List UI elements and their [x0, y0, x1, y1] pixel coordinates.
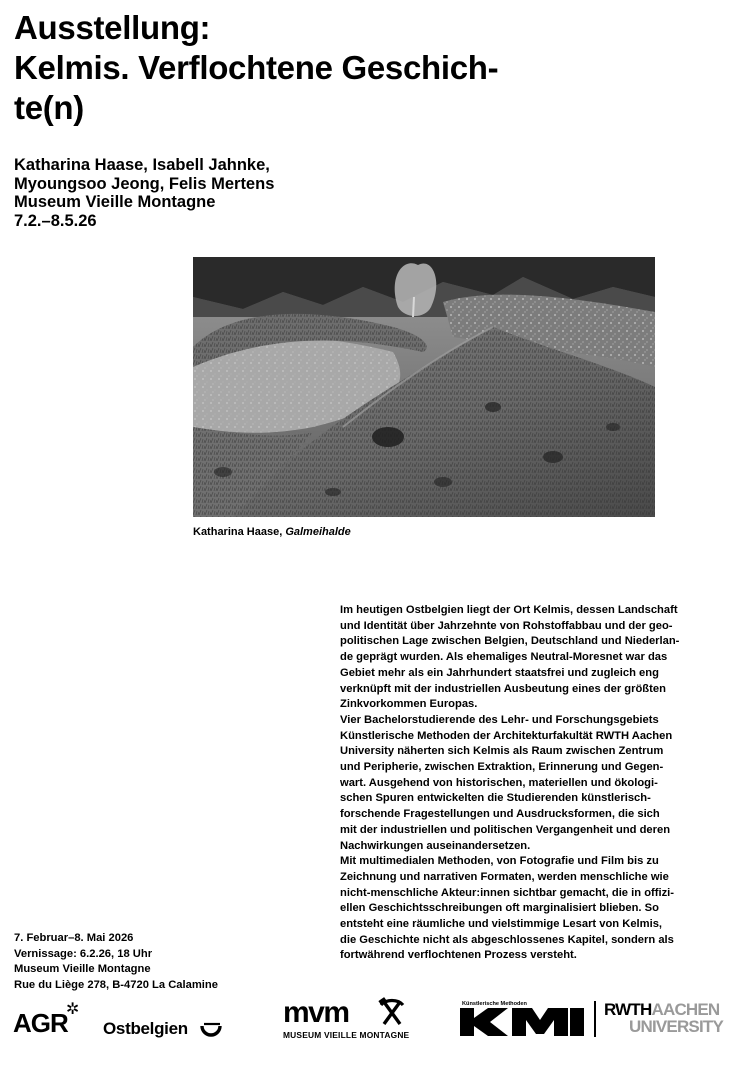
exhibition-credits — [14, 156, 514, 230]
body-line: die Geschichte nicht als abgeschlossenes Kapitel, sondern als — [340, 933, 674, 946]
artists-line-2: Myoungsoo Jeong, Felis Mertens — [14, 174, 275, 193]
title-line-1: Ausstellung: — [14, 9, 211, 46]
body-line: und Identität über Jahrzehnte von Rohstoffabbau und der geo- — [340, 619, 673, 632]
km-subtitle: Künstlerische Methoden — [462, 1001, 527, 1007]
body-line: Zinkvorkommen Europas. — [340, 698, 478, 711]
mvm-logo: mvm — [283, 996, 349, 1029]
body-line: Zeichnung und narrativen Formaten, werden menschliche wie — [340, 870, 669, 883]
body-line: verknüpft mit der industriellen Ausbeutung eines der größten — [340, 682, 666, 695]
body-line: Im heutigen Ostbelgien liegt der Ort Kelmis, dessen Landschaft — [340, 604, 678, 616]
caption-title: Galmeihalde — [285, 526, 351, 538]
body-line: schen Spuren entwickelten die Studierenden künstlerisch- — [340, 792, 651, 805]
venue-name: Museum Vieille Montagne — [14, 193, 216, 211]
caption-author: Katharina Haase, — [193, 526, 286, 538]
title-line-2: Kelmis. Verflochtene Geschich- — [14, 49, 499, 86]
artists-line-1: Katharina Haase, Isabell Jahnke, — [14, 156, 270, 174]
event-address: Rue du Liège 278, B-4720 La Calamine — [14, 979, 218, 992]
body-line: Künstlerische Methoden der Architekturfakultät RWTH Aachen — [340, 729, 673, 742]
body-line: fortwährend verflochtenen Prozess versteht. — [340, 949, 577, 962]
body-line: wart. Ausgehend von historischen, materiellen und ökologi- — [340, 776, 658, 789]
body-line: de geprägt wurden. Als ehemaliges Neutral-Moresnet war das — [340, 651, 668, 664]
body-line: entsteht eine räumliche und vielstimmige Lesart von Kelmis, — [340, 918, 663, 931]
body-line: nicht-menschliche Akteur:innen sichtbar gemacht, die in offizi- — [340, 886, 675, 899]
logo-divider — [594, 1001, 596, 1037]
body-line: University näherten sich Kelmis als Raum zwischen Zentrum — [340, 745, 664, 758]
body-line: forschende Fragestellungen und Ausdrucksformen, die sich — [340, 808, 660, 821]
ostbelgien-mark-icon — [200, 1015, 222, 1037]
event-info — [14, 931, 314, 994]
photo-caption — [193, 526, 351, 539]
body-line: Mit multimedialen Methoden, von Fotografie und Film bis zu — [340, 855, 659, 868]
exhibition-title — [14, 8, 714, 128]
event-venue: Museum Vieille Montagne — [14, 963, 151, 976]
landscape-photo — [193, 257, 655, 517]
event-dates: 7. Februar–8. Mai 2026 — [14, 932, 134, 944]
rwth-logo — [604, 1001, 719, 1018]
body-line: ellen Geschichtsschreibungen oft marginalisiert blieben. So — [340, 902, 659, 915]
galmeihalde-photo-illustration — [193, 257, 655, 517]
university-text: UNIVERSITY — [629, 1017, 724, 1036]
vernissage-info: Vernissage: 6.2.26, 18 Uhr — [14, 947, 153, 960]
title-line-3: te(n) — [14, 89, 84, 126]
body-line: Vier Bachelorstudierende des Lehr- und Forschungsgebiets — [340, 713, 659, 726]
rwth-text: RWTH — [604, 1000, 652, 1019]
body-line: Nachwirkungen auseinandersetzen. — [340, 839, 531, 852]
agr-star-icon: ✲ — [66, 1001, 80, 1018]
mvm-subtitle: MUSEUM VIEILLE MONTAGNE — [283, 1030, 410, 1040]
body-line: politischen Lage zwischen Belgien, Deutschland und Niederlan- — [340, 635, 680, 648]
aachen-text: AACHEN — [651, 1000, 720, 1019]
ostbelgien-logo: Ostbelgien — [103, 1019, 188, 1038]
exhibition-dates: 7.2.–8.5.26 — [14, 211, 97, 230]
hammer-pick-icon — [376, 996, 408, 1028]
body-line: und Peripherie, zwischen Extraktion, Erinnerung und Gegen- — [340, 761, 664, 774]
body-line: mit der industriellen und politischen Vergangenheit und deren — [340, 823, 671, 836]
sponsor-logos — [0, 990, 740, 1050]
km-logo — [460, 1008, 584, 1036]
body-line: Gebiet mehr als ein Jahrhundert staatsfrei und zugleich eng — [340, 666, 659, 679]
agr-logo: AGR — [13, 1008, 68, 1038]
exhibition-description — [340, 603, 736, 964]
